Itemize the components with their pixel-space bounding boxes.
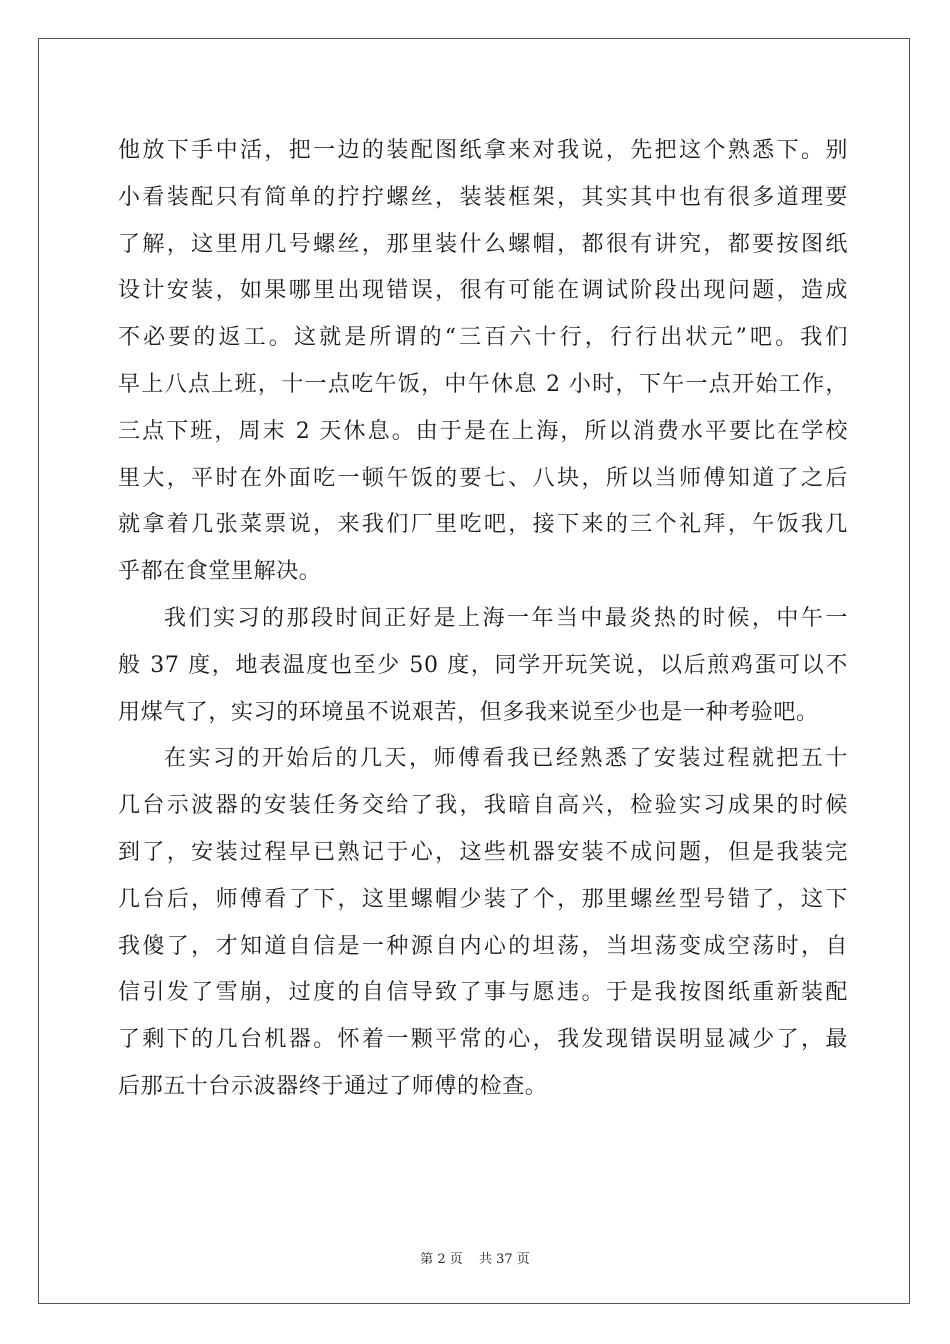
paragraph (118, 736, 848, 1110)
text-line: 在实习的开始后的几天，师傅看我已经熟悉了安装过程就把五十 (164, 746, 848, 772)
text-line: 了剩下的几台机器。怀着一颗平常的心，我发现错误明显减少了，最 (118, 1027, 848, 1053)
text-line: 我们实习的那段时间正好是上海一年当中最炎热的时候，中午一 (164, 605, 848, 631)
text-line: 乎都在食堂里解决。 (118, 559, 322, 585)
text-line: 几台示波器的安装任务交给了我，我暗自高兴，检验实习成果的时候 (118, 793, 848, 819)
text-line: 了解，这里用几号螺丝，那里装什么螺帽，都很有讲究，都要按图纸 (118, 231, 848, 257)
text-line: 设计安装，如果哪里出现错误，很有可能在调试阶段出现问题，造成 (118, 278, 848, 304)
text-line: 我傻了，才知道自信是一种源自内心的坦荡，当坦荡变成空荡时，自 (118, 933, 848, 959)
text-line: 信引发了雪崩，过度的自信导致了事与愿违。于是我按图纸重新装配 (118, 980, 848, 1006)
text-line: 不必要的返工。这就是所谓的“三百六十行，行行出状元”吧。我们 (118, 325, 848, 351)
text-line: 里大，平时在外面吃一顿午饭的要七、八块，所以当师傅知道了之后 (118, 465, 848, 491)
text-line: 般 37 度，地表温度也至少 50 度，同学开玩笑说，以后煎鸡蛋可以不 (118, 652, 848, 678)
text-line: 几台后，师傅看了下，这里螺帽少装了个，那里螺丝型号错了，这下 (118, 886, 848, 912)
text-line: 用煤气了，实习的环境虽不说艰苦，但多我来说至少也是一种考验吧。 (118, 699, 819, 725)
text-line: 早上八点上班，十一点吃午饭，中午休息 2 小时，下午一点开始工作， (118, 371, 848, 397)
paragraph (118, 128, 848, 596)
text-line: 到了，安装过程早已熟记于心，这些机器安装不成问题，但是我装完 (118, 839, 848, 865)
paragraph (118, 596, 848, 736)
text-line: 后那五十台示波器终于通过了师傅的检查。 (118, 1073, 548, 1099)
page-number: 第 2 页 (420, 1252, 463, 1267)
text-line: 小看装配只有简单的拧拧螺丝，装装框架，其实其中也有很多道理要 (118, 184, 848, 210)
document-body (118, 128, 848, 1111)
page-footer (0, 1248, 950, 1267)
total-pages: 共 37 页 (478, 1252, 530, 1267)
text-line: 就拿着几张菜票说，来我们厂里吃吧，接下来的三个礼拜，午饭我几 (118, 512, 848, 538)
text-line: 他放下手中活，把一边的装配图纸拿来对我说，先把这个熟悉下。别 (118, 138, 848, 163)
text-line: 三点下班，周末 2 天休息。由于是在上海，所以消费水平要比在学校 (118, 418, 848, 444)
